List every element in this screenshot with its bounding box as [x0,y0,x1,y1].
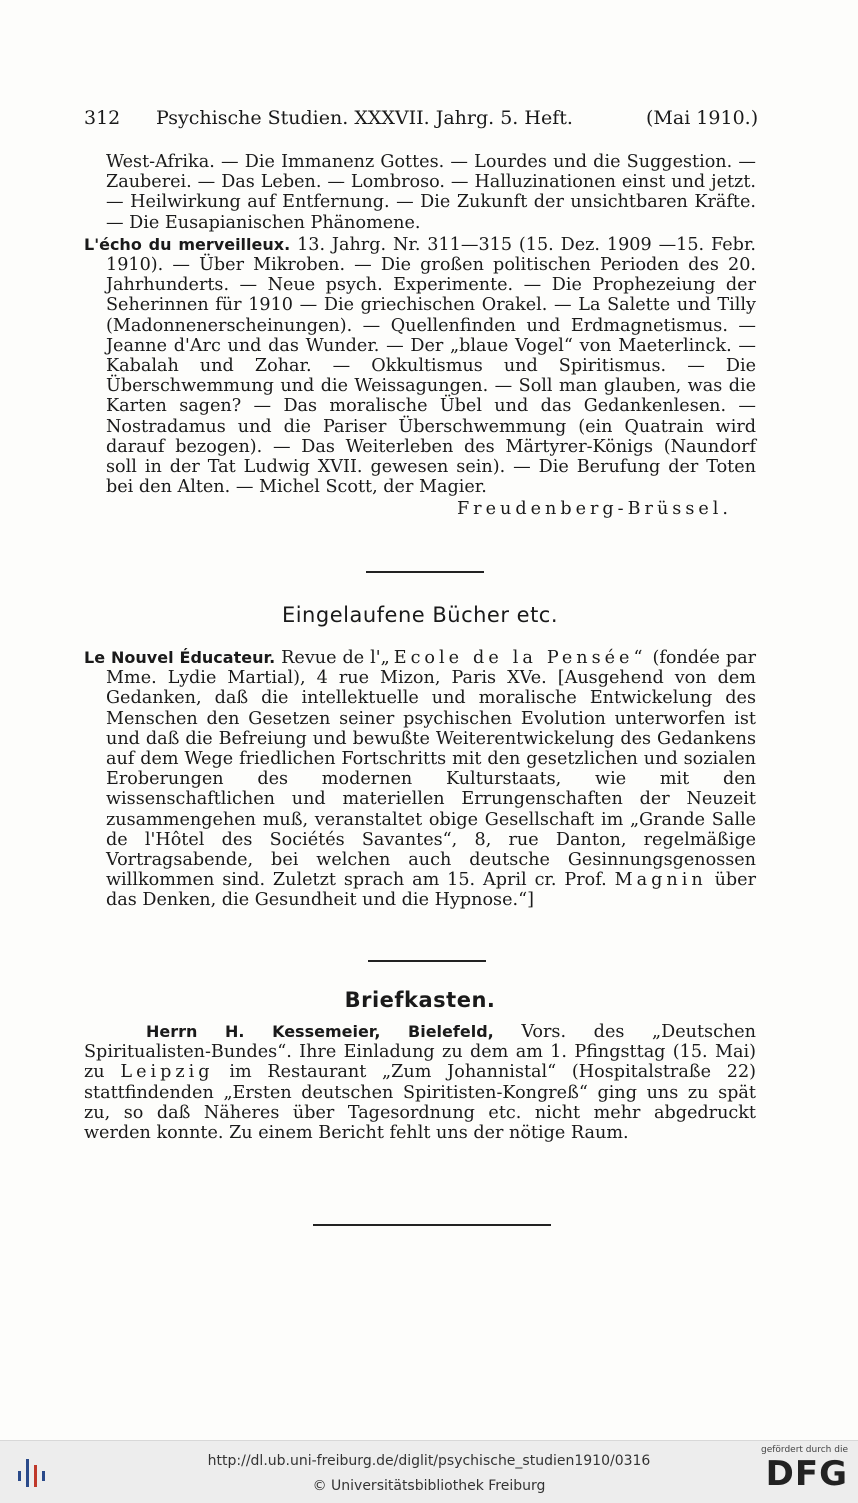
periodical-title: L'écho du merveilleux. [84,234,291,254]
section-letters [84,1022,756,1143]
funding-note: gefördert durch die [761,1445,848,1455]
periodical-entry [84,235,756,498]
letter-entry: Herrn H. Kessemeier, Bielefeld, Vors. des „Deutschen Spiritualisten-Bundes“. Ihre Einladung zu dem am 1. Pfingsttag (15. Mai) zu Leipzig im Restaurant „Zum Johannistal“ (Hospitalstraße 22) stattfindenden „Ersten deutschen Spiritisten-Kongreß“ ging uns zu spät zu, so daß Näheres über Tagesordnung etc. nicht mehr abgedruckt werden konnte. Zu einem Bericht fehlt uns der nötige Raum. [84,1022,757,1144]
copyright: © Universitätsbibliothek Freiburg [312,1478,546,1494]
divider [366,571,484,573]
continued-entry: West-Afrika. — Die Immanenz Gottes. — Lourdes und die Suggestion. — Zauberei. — Das Leben. — Lombroso. — Halluzinationen einst und jetzt. — Heilwirkung auf Entfernung. — Die Zukunft der unsichtbaren Kräfte. — Die Eusapianischen Phänomene. [106,152,756,233]
dfg-logo-text: DFG [765,1454,848,1494]
section-title-letters: Briefkasten. [344,988,496,1012]
permalink[interactable]: http://dl.ub.uni-freiburg.de/diglit/psychische_studien1910/0316 [207,1453,651,1469]
dfg-logo [756,1445,848,1499]
end-rule [313,1224,551,1226]
signature: Freudenberg-Brüssel. [456,499,732,520]
publisher-name: „Ecole de la Pensée“ [380,648,647,668]
issue-date: (Mai 1910.) [646,107,759,129]
journal-title: Psychische Studien. XXXVII. Jahrg. 5. Heft. [156,107,573,129]
place-name: Leipzig [120,1062,214,1083]
divider [368,960,486,962]
section-title-books: Eingelaufene Bücher etc. [281,603,559,627]
page-number: 312 [84,107,121,129]
periodical-body: 13. Jahrg. Nr. 311—315 (15. Dez. 1909 —15. Febr. 1910). — Über Mikroben. — Die großen politischen Perioden des 20. Jahrhunderts. — Neue psych. Experimente. — Die Prophezeiung der Seherinnen für 1910 — Die griechischen Orakel. — La Salette und Tilly (Madonnenerscheinungen). — Quellenfinden und Erdmagnetismus. — Jeanne d'Arc und das Wunder. — Der „blaue Vogel“ von Maeterlinck. — Kabalah und Zohar. — Okkultismus und Spiritismus. — Die Überschwemmung und die Weissagungen. — Soll man glauben, was die Karten sagen? — Das moralische Übel und das Gedankenlesen. — Nostradamus und die Pariser Überschwemmung (ein Quatrain wird darauf bezogen). — Das Weiterleben des Märtyrer-Königs (Naundorf soll in der Tat Ludwig XVII. gewesen sein). — Die Berufung der Toten bei den Alten. — Michel Scott, der Magier. [106,234,757,498]
addressee: Herrn H. Kessemeier, Bielefeld, [146,1022,494,1041]
book-title: Le Nouvel Éducateur. [84,648,276,667]
book-entry: Le Nouvel Éducateur. Revue de l'„Ecole de la Pensée“ (fondée par Mme. Lydie Martial), 4 rue Mizon, Paris XVe. [Ausgehend von dem Gedanken, daß die intellektuelle und moralische Entwickelung des Menschen den Gesetzen seiner psychischen Evolution unterworfen ist und daß die Befreiung und bewußte Weiterentwickelung des Gedankens auf dem Wege friedlichen Fortschritts mit den gesetzlichen und sozialen Eroberungen des modernen Kulturstaats, wie mit den wissenschaftlichen und materiellen Errungenschaften der Neuzeit zusammengehen muß, veranstaltet obige Gesellschaft im „Grande Salle de l'Hôtel des Sociétés Savantes“, 8, rue Danton, regelmäßige Vortragsabende, bei welchen auch deutsche Gesinnungsgenossen willkommen sind. Zuletzt sprach am 15. April cr. Prof. Magnin über das Denken, die Gesundheit und die Hypnose.“] [84,648,757,911]
speaker-name: Magnin [614,870,707,891]
section-books [84,648,756,911]
section-periodicals [84,152,756,520]
viewer-footer [0,1440,858,1503]
